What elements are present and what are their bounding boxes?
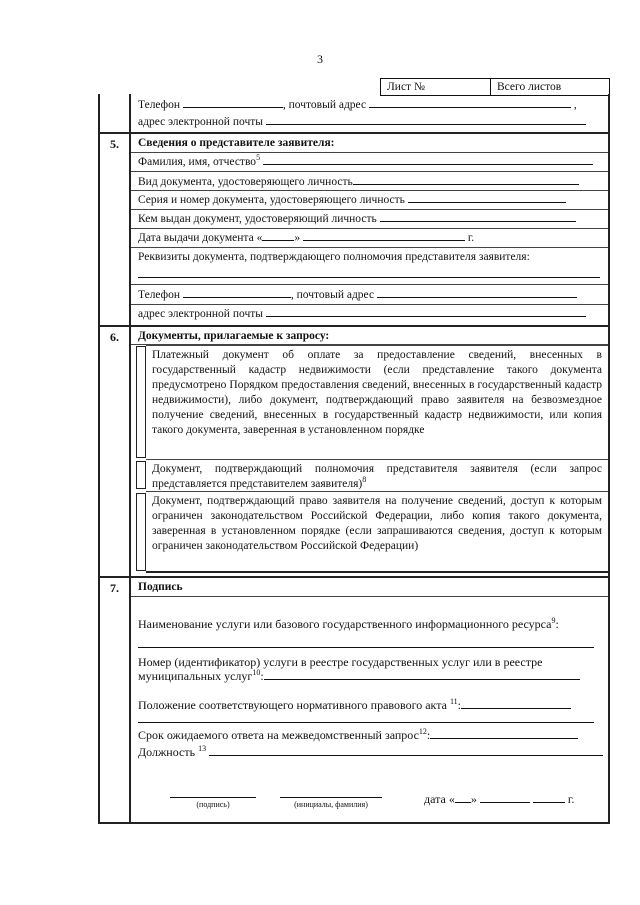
- date-year-field[interactable]: [533, 792, 565, 803]
- doc-type-row: [138, 174, 602, 190]
- sign-date-row: [424, 792, 602, 807]
- deadline-row: Срок ожидаемого ответа на межведомственный запрос$^{12}$:: [138, 728, 602, 743]
- series-row: [138, 192, 602, 208]
- doc2-checkbox[interactable]: [136, 461, 146, 489]
- fio-label: Фамилия, имя, отчество: [138, 156, 257, 168]
- doc-type-field[interactable]: [353, 174, 579, 185]
- date-month-field[interactable]: [480, 792, 530, 803]
- issue-date-label: Дата выдачи документа «: [138, 232, 263, 244]
- section-5-number: 5.: [110, 137, 119, 151]
- quote-close: »: [294, 232, 301, 244]
- date-year-label: г.: [567, 792, 575, 806]
- legal-act-field-line2[interactable]: [138, 722, 594, 723]
- legal-act-row: Положение соответствующего нормативного правового акта $^{11}$:: [138, 698, 602, 713]
- doc-box-top: [146, 345, 608, 346]
- position-label: Должность: [138, 745, 196, 759]
- service-id-row: муниципальных услуг$^{10}$:: [138, 669, 602, 684]
- top-email-row: [138, 114, 602, 130]
- signature-field[interactable]: [170, 797, 256, 798]
- row-divider: [131, 228, 608, 229]
- row-divider: [131, 171, 608, 172]
- service-id-label-line1: Номер (идентификатор) услуги в реестре государственных услуг или в реестре: [138, 655, 543, 669]
- initials-caption: (инициалы, фамилия): [294, 800, 368, 809]
- footnote-ref: 5: [256, 153, 261, 163]
- doc1-text: Платежный документ об оплате за предоставление сведений, внесенных в государственный кадастр недвижимости (если представление такого документа предусмотрено Порядком предоставления сведений, внесенных в государственный кадастр недвижимости), либо документ, подтверждающий право заявителя на безвозмездное получение сведений, внесенных в государственный кадастр недвижимости, или копия такого документа, заверенная в установленном порядке: [152, 349, 602, 436]
- top-contacts-row: Телефон , почтовый адрес ,: [138, 99, 577, 111]
- section-5-title: Сведения о представителе заявителя:: [138, 137, 335, 149]
- legal-act-field[interactable]: [461, 698, 571, 709]
- initials-field[interactable]: [280, 797, 382, 798]
- section-divider: [100, 132, 608, 134]
- row-divider: [131, 152, 608, 153]
- doc3-text: Документ, подтверждающий право заявителя на получение сведений, доступ к которым ограничен законодательством Российской Федерации, либо копия такого документа, заверенная в установленном порядке (если запрашиваются сведения, доступ к которым ограничен законодательством Российской Федерации): [152, 495, 602, 552]
- doc3-checkbox[interactable]: [136, 493, 146, 571]
- footnote-ref: 13: [198, 744, 207, 753]
- rep-phone-field[interactable]: [183, 287, 291, 298]
- authority-label: Реквизиты документа, подтверждающего полномочия представителя заявителя:: [138, 251, 530, 263]
- row-divider: [146, 491, 608, 492]
- position-row: [138, 745, 602, 760]
- row-divider: [131, 284, 608, 285]
- number-column-divider: [129, 94, 131, 822]
- rep-email-label: адрес электронной почты: [138, 308, 263, 320]
- section-7-number: 7.: [110, 581, 119, 595]
- footnote-ref: 8: [362, 475, 367, 485]
- email-field[interactable]: [266, 114, 586, 125]
- fio-row: [138, 154, 602, 170]
- row-divider: [131, 190, 608, 191]
- deadline-field[interactable]: [430, 728, 578, 739]
- service-name-field[interactable]: [138, 647, 594, 648]
- request-form: [98, 94, 610, 824]
- doc2-text: Документ, подтверждающий полномочия представителя заявителя (если запрос представляется представителем заявителя): [152, 463, 602, 490]
- deadline-label: Срок ожидаемого ответа на межведомственный запрос: [138, 728, 419, 742]
- row-divider: [146, 571, 608, 573]
- postal-field[interactable]: [369, 97, 571, 108]
- section-6-number: 6.: [110, 330, 119, 344]
- issue-day-field[interactable]: [262, 230, 294, 241]
- footnote-ref: 10: [252, 668, 261, 677]
- section-7-title: Подпись: [138, 581, 183, 593]
- section-divider: [100, 576, 608, 578]
- authority-field[interactable]: [138, 277, 600, 278]
- service-id-field[interactable]: [264, 669, 580, 680]
- rep-contacts-row: [138, 287, 602, 303]
- footnote-ref: 9: [551, 616, 556, 625]
- rep-email-field[interactable]: [266, 306, 586, 317]
- fio-field[interactable]: [263, 154, 593, 165]
- issue-month-field[interactable]: [303, 230, 465, 241]
- phone-label: Телефон: [138, 99, 181, 111]
- doc2-row: [152, 462, 602, 492]
- series-label: Серия и номер документа, удостоверяющего личность: [138, 194, 405, 206]
- date-label: дата «: [424, 792, 455, 806]
- row-divider: [131, 304, 608, 305]
- rep-postal-label: , почтовый адрес: [290, 289, 375, 301]
- issue-date-row: [138, 230, 602, 246]
- service-name-row: Наименование услуги или базового государственного информационного ресурса$^9$:: [138, 616, 559, 631]
- postal-label: , почтовый адрес: [282, 99, 367, 111]
- doc-type-label: Вид документа, удостоверяющего личность: [138, 176, 353, 188]
- footnote-ref: 11: [449, 697, 458, 706]
- issued-by-field[interactable]: [380, 211, 576, 222]
- section-6-title: Документы, прилагаемые к запросу:: [138, 330, 330, 342]
- row-divider: [131, 596, 608, 597]
- issued-by-label: Кем выдан документ, удостоверяющий личность: [138, 213, 377, 225]
- doc1-checkbox[interactable]: [136, 346, 146, 458]
- service-id-label-line2: муниципальных услуг: [138, 669, 253, 683]
- page-number: 3: [317, 52, 323, 66]
- rep-phone-label: Телефон: [138, 289, 181, 301]
- phone-field[interactable]: [183, 97, 283, 108]
- row-divider: [146, 459, 608, 460]
- quote-close: »: [470, 792, 477, 806]
- rep-postal-field[interactable]: [377, 287, 577, 298]
- total-sheets-label: Всего листов: [497, 81, 562, 93]
- year-label: г.: [467, 232, 475, 244]
- rep-email-row: [138, 306, 602, 322]
- row-divider: [131, 247, 608, 248]
- signature-caption: (подпись): [196, 800, 230, 809]
- legal-act-label: Положение соответствующего нормативного правового акта: [138, 698, 447, 712]
- footnote-ref: 12: [418, 727, 427, 736]
- position-field[interactable]: [209, 745, 603, 756]
- row-divider: [131, 209, 608, 210]
- issued-by-row: [138, 211, 602, 227]
- sheet-number-label: Лист №: [381, 79, 491, 95]
- service-name-label: Наименование услуги или базового государственного информационного ресурса: [138, 617, 552, 631]
- section-divider: [100, 325, 608, 327]
- email-label: адрес электронной почты: [138, 116, 263, 128]
- series-field[interactable]: [408, 192, 566, 203]
- date-day-field[interactable]: [455, 792, 471, 803]
